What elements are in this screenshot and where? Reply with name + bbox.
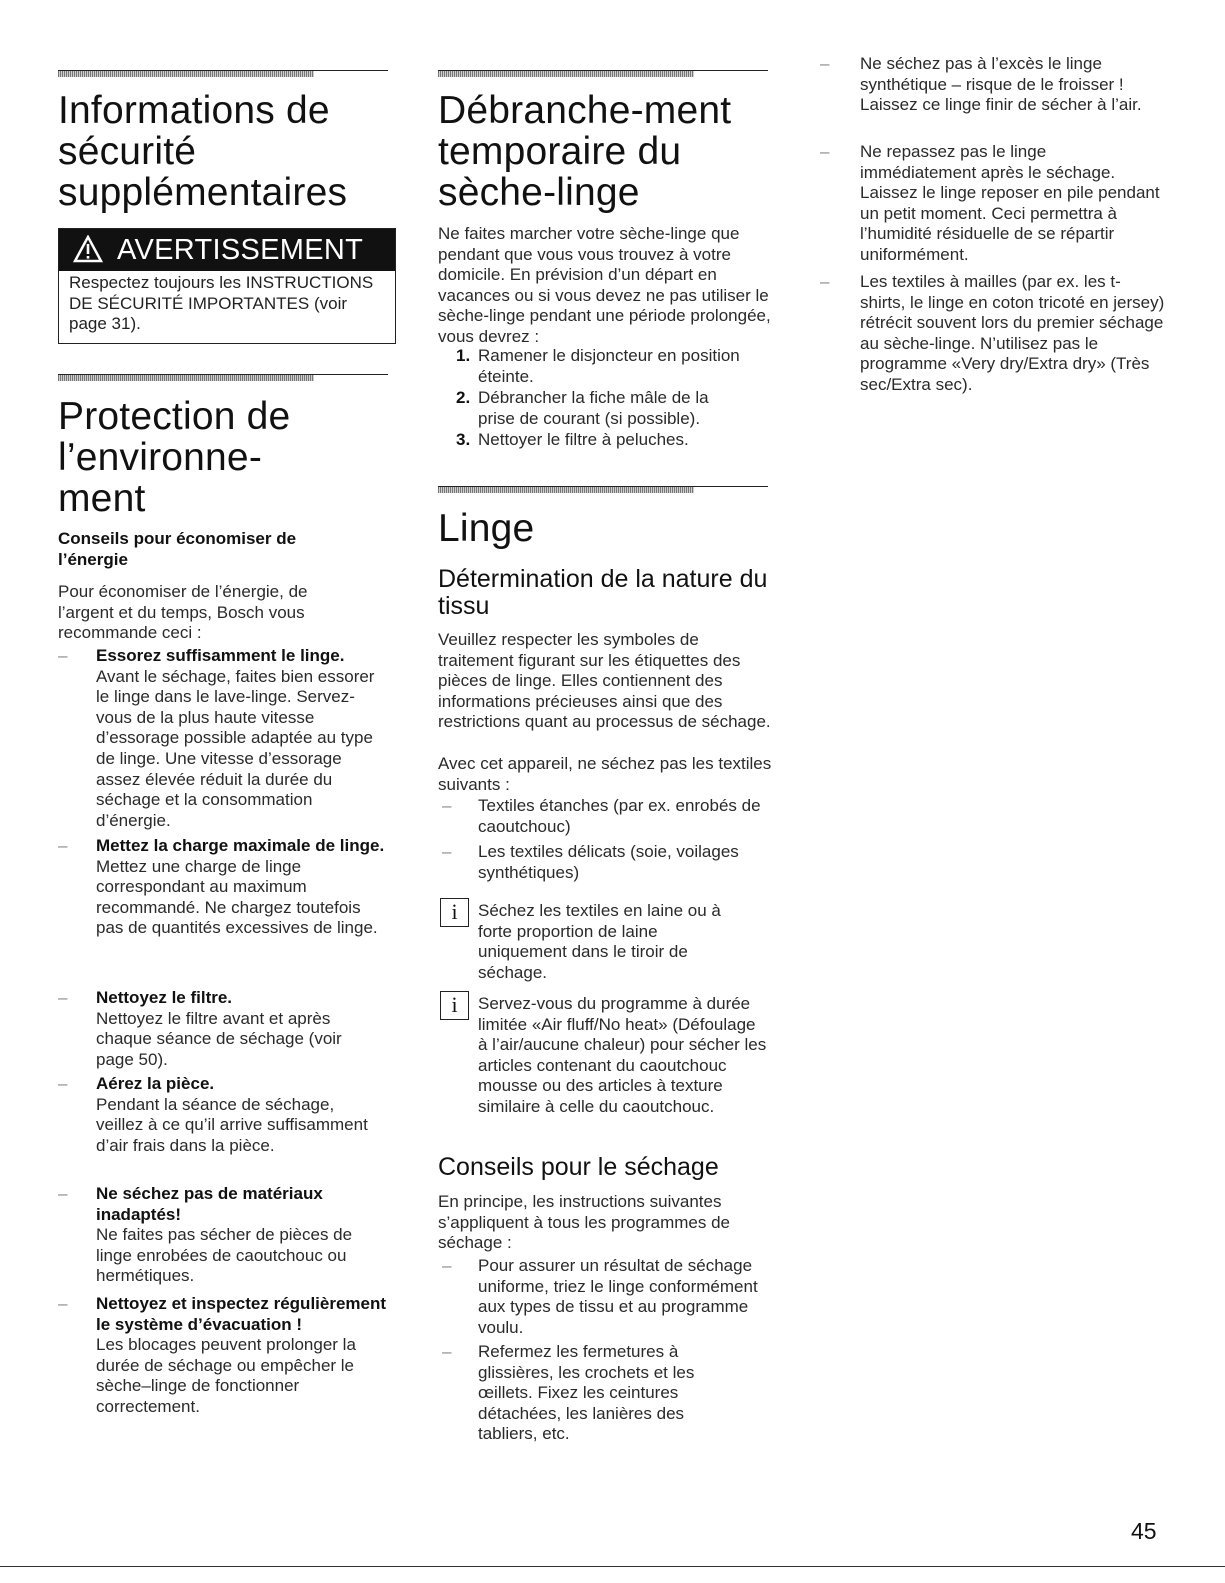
warning-title: AVERTISSEMENT bbox=[117, 234, 364, 266]
tip-item bbox=[96, 646, 388, 831]
tip-title: Aérez la pièce. bbox=[96, 1074, 215, 1093]
info-icon: i bbox=[440, 991, 469, 1020]
tip-item bbox=[96, 1294, 392, 1418]
tip-title: Mettez la charge maximale de linge. bbox=[96, 836, 385, 855]
list-dash: – bbox=[58, 1294, 68, 1313]
drying-item: Ne repassez pas le linge immédiatement après le séchage. Laissez le linge reposer en pile pendant un petit moment. Ceci permettra à l’humidité résiduelle de se répartir uniformément. bbox=[860, 142, 1160, 264]
drying-item: Ne séchez pas à l’excès le linge synthétique – risque de le froisser ! Laissez ce linge finir de sécher à l’air. bbox=[860, 54, 1142, 115]
bottom-rule bbox=[0, 1566, 1225, 1567]
tip-item bbox=[96, 836, 388, 939]
step-text: Débrancher la fiche mâle de la prise de courant (si possible). bbox=[478, 388, 709, 428]
section-bar bbox=[438, 70, 694, 77]
tip-title: Nettoyez le filtre. bbox=[96, 988, 233, 1007]
tip-title: Essorez suffisamment le linge. bbox=[96, 646, 345, 665]
step-text: Ramener le disjoncteur en position éteinte. bbox=[478, 346, 740, 386]
drying-heading: Conseils pour le séchage bbox=[438, 1153, 719, 1181]
list-dash: – bbox=[58, 988, 68, 1007]
list-dash: – bbox=[58, 836, 68, 855]
tip-title: Ne séchez pas de matériaux inadaptés! bbox=[96, 1184, 323, 1224]
tip-text: Ne faites pas sécher de pièces de linge enrobées de caoutchouc ou hermétiques. bbox=[96, 1225, 353, 1286]
tip-item bbox=[96, 1074, 376, 1156]
warning-header bbox=[59, 229, 395, 271]
drying-item: Pour assurer un résultat de séchage uniforme, triez le linge conformément aux types de tissu et au programme voulu. bbox=[478, 1256, 758, 1337]
list-dash: – bbox=[820, 272, 830, 291]
list-dash: – bbox=[442, 1256, 452, 1275]
step-number: 2. bbox=[456, 388, 471, 407]
fabric-item: Les textiles délicats (soie, voilages synthétiques) bbox=[478, 842, 739, 882]
step-number: 3. bbox=[456, 430, 471, 449]
list-dash: – bbox=[58, 1074, 68, 1093]
fabric-item: Textiles étanches (par ex. enrobés de caoutchouc) bbox=[478, 796, 761, 836]
page-number: 45 bbox=[1131, 1518, 1157, 1544]
unplug-intro: Ne faites marcher votre sèche-linge que pendant que vous vous trouvez à votre domicile. En prévision d’un départ en vacances ou si vous devez ne pas utiliser le sèche-linge pendant une période prolongée, vous devrez : bbox=[438, 224, 771, 346]
step-text: Nettoyer le filtre à peluches. bbox=[478, 430, 689, 449]
info-note: Servez-vous du programme à durée limitée «Air fluff/No heat» (Défoulage à l’air/aucune chaleur) pour sécher les articles contenant du caoutchouc mousse ou des articles à texture similaire à celle du caoutchouc. bbox=[478, 994, 767, 1116]
fabric-heading: Détermination de la nature du tissu bbox=[438, 565, 768, 620]
tip-text: Mettez une charge de linge correspondant au maximum recommandé. Ne chargez toutefois pas de quantités excessives de linge. bbox=[96, 856, 378, 938]
energy-intro: Pour économiser de l’énergie, de l’argent et du temps, Bosch vous recommande ceci : bbox=[58, 582, 308, 643]
unplug-title: Débranche-ment temporaire du sèche-linge bbox=[438, 89, 732, 214]
warning-triangle-icon bbox=[73, 235, 103, 263]
info-icon: i bbox=[440, 898, 469, 927]
drying-item: Les textiles à mailles (par ex. les t-shirts, le linge en coton tricoté en jersey) rétrécit souvent lors du premier séchage au sèche-linge. N’utilisez pas le programme «Very dry/Extra dry» (Très sec/Extra sec). bbox=[860, 272, 1165, 394]
warning-box bbox=[58, 228, 396, 344]
environment-title: Protection de l’environne-ment bbox=[58, 395, 291, 520]
section-rule bbox=[438, 70, 768, 71]
tip-item bbox=[96, 1184, 388, 1287]
warning-text: Respectez toujours les INSTRUCTIONS DE SÉCURITÉ IMPORTANTES (voir page 31). bbox=[69, 273, 374, 334]
section-rule bbox=[58, 374, 388, 375]
section-bar bbox=[438, 486, 694, 493]
linge-title: Linge bbox=[438, 507, 535, 550]
section-bar bbox=[58, 374, 314, 381]
list-dash: – bbox=[442, 796, 452, 815]
info-note: Séchez les textiles en laine ou à forte proportion de laine uniquement dans le tiroir de séchage. bbox=[478, 901, 721, 982]
tip-title: Nettoyez et inspectez régulièrement le système d’évacuation ! bbox=[96, 1294, 387, 1334]
section-bar bbox=[58, 70, 314, 77]
list-dash: – bbox=[820, 54, 830, 73]
drying-intro: En principe, les instructions suivantes s’appliquent à tous les programmes de séchage : bbox=[438, 1192, 730, 1253]
step-number: 1. bbox=[456, 346, 471, 365]
tip-text: Pendant la séance de séchage, veillez à ce qu’il arrive suffisamment d’air frais dans la pièce. bbox=[96, 1094, 368, 1155]
section-rule bbox=[58, 70, 388, 71]
energy-heading: Conseils pour économiser de l’énergie bbox=[58, 529, 297, 569]
list-dash: – bbox=[442, 1342, 452, 1361]
fabric-paragraph: Veuillez respecter les symboles de traitement figurant sur les étiquettes des pièces de linge. Elles contiennent des informations précieuses ainsi que des restrictions quant au processus de séchage. bbox=[438, 630, 771, 732]
tip-text: Nettoyez le filtre avant et après chaque séance de séchage (voir page 50). bbox=[96, 1008, 342, 1069]
list-dash: – bbox=[820, 142, 830, 161]
list-dash: – bbox=[58, 646, 68, 665]
list-dash: – bbox=[58, 1184, 68, 1203]
fabric-paragraph: Avec cet appareil, ne séchez pas les textiles suivants : bbox=[438, 754, 772, 794]
section-rule bbox=[438, 486, 768, 487]
list-dash: – bbox=[442, 842, 452, 861]
tip-item bbox=[96, 988, 366, 1070]
tip-text: Avant le séchage, faites bien essorer le linge dans le lave-linge. Servez-vous de la plus haute vitesse d’essorage possible adaptée au type de linge. Une vitesse d’essorage assez élevée réduit la durée du séchage et la consommation d’énergie. bbox=[96, 666, 375, 830]
drying-item: Refermez les fermetures à glissières, les crochets et les œillets. Fixez les ceintures détachées, les lanières des tabliers, etc. bbox=[478, 1342, 695, 1444]
safety-title: Informations de sécurité supplémentaires bbox=[58, 89, 348, 214]
tip-text: Les blocages peuvent prolonger la durée de séchage ou empêcher le sèche–linge de fonctionner correctement. bbox=[96, 1335, 356, 1416]
